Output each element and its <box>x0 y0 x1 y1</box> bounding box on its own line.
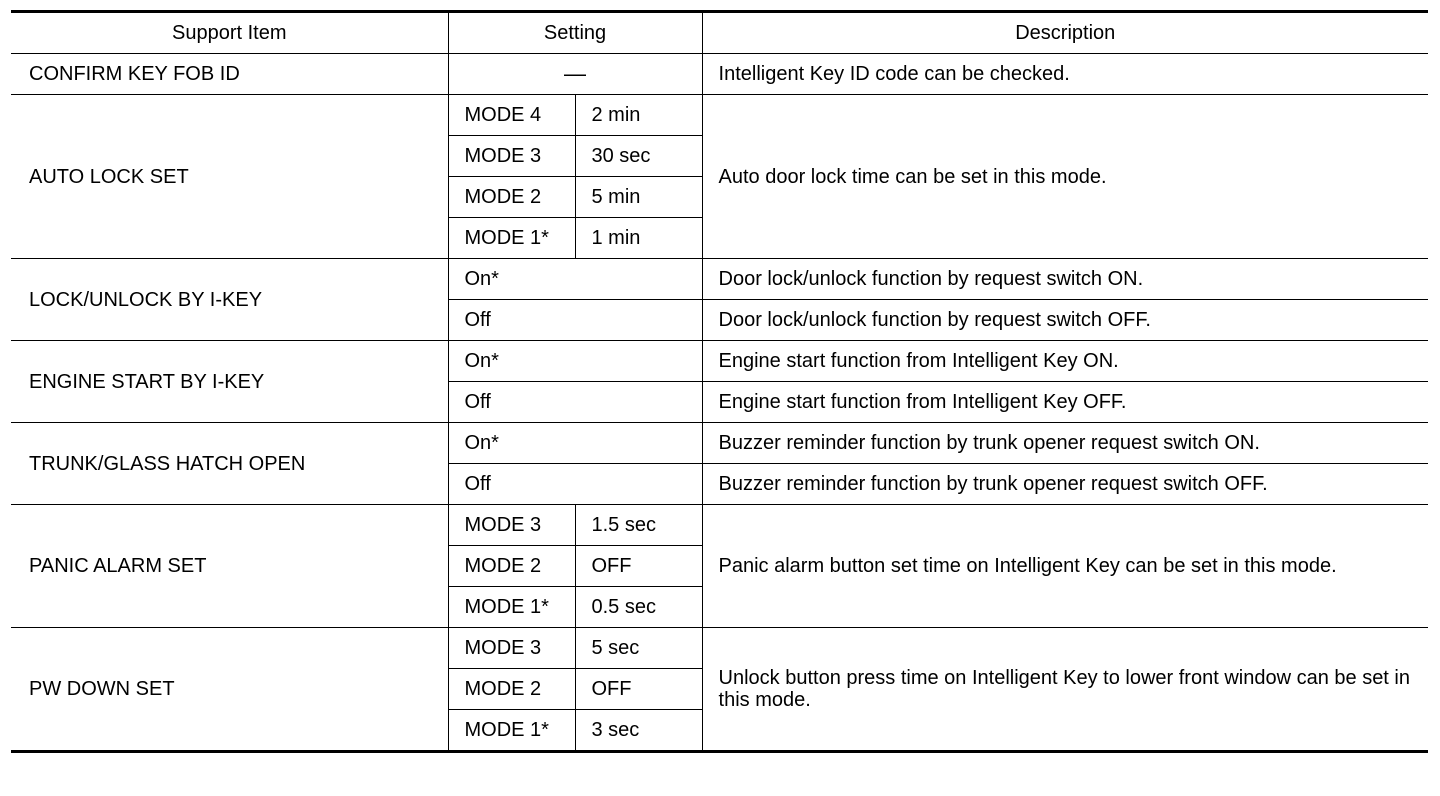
mode-cell: MODE 4 <box>448 95 575 136</box>
value-cell: 1 min <box>575 218 702 259</box>
table-row <box>11 259 1428 300</box>
table-row <box>11 341 1428 382</box>
description-cell: Door lock/unlock function by request switch ON. <box>702 259 1428 300</box>
mode-cell: MODE 1* <box>448 710 575 752</box>
description-cell: Intelligent Key ID code can be checked. <box>702 54 1428 95</box>
value-cell: 3 sec <box>575 710 702 752</box>
setting-cell: On* <box>448 259 702 300</box>
value-cell: 1.5 sec <box>575 505 702 546</box>
support-item: LOCK/UNLOCK BY I-KEY <box>11 259 448 341</box>
support-item: TRUNK/GLASS HATCH OPEN <box>11 423 448 505</box>
header-support-item: Support Item <box>11 12 448 54</box>
setting-cell: On* <box>448 341 702 382</box>
setting-cell: — <box>448 54 702 95</box>
description-cell: Auto door lock time can be set in this mode. <box>702 95 1428 259</box>
value-cell: 2 min <box>575 95 702 136</box>
support-item: PW DOWN SET <box>11 628 448 752</box>
support-item: ENGINE START BY I-KEY <box>11 341 448 423</box>
table-row <box>11 423 1428 464</box>
description-cell: Engine start function from Intelligent Key ON. <box>702 341 1428 382</box>
settings-table <box>11 10 1428 753</box>
value-cell: 0.5 sec <box>575 587 702 628</box>
setting-cell: Off <box>448 300 702 341</box>
value-cell: OFF <box>575 669 702 710</box>
table-row <box>11 95 1428 136</box>
mode-cell: MODE 2 <box>448 669 575 710</box>
table-row <box>11 628 1428 669</box>
description-cell: Buzzer reminder function by trunk opener request switch OFF. <box>702 464 1428 505</box>
header-row <box>11 12 1428 54</box>
table-row <box>11 505 1428 546</box>
header-description: Description <box>702 12 1428 54</box>
description-cell: Panic alarm button set time on Intelligent Key can be set in this mode. <box>702 505 1428 628</box>
support-item: CONFIRM KEY FOB ID <box>11 54 448 95</box>
mode-cell: MODE 3 <box>448 628 575 669</box>
mode-cell: MODE 1* <box>448 218 575 259</box>
description-cell: Unlock button press time on Intelligent Key to lower front window can be set in this mode. <box>702 628 1428 752</box>
setting-cell: Off <box>448 382 702 423</box>
support-item: PANIC ALARM SET <box>11 505 448 628</box>
table-row <box>11 54 1428 95</box>
mode-cell: MODE 2 <box>448 546 575 587</box>
mode-cell: MODE 2 <box>448 177 575 218</box>
value-cell: 30 sec <box>575 136 702 177</box>
value-cell: 5 min <box>575 177 702 218</box>
value-cell: OFF <box>575 546 702 587</box>
description-cell: Buzzer reminder function by trunk opener request switch ON. <box>702 423 1428 464</box>
value-cell: 5 sec <box>575 628 702 669</box>
mode-cell: MODE 3 <box>448 505 575 546</box>
support-item: AUTO LOCK SET <box>11 95 448 259</box>
setting-cell: On* <box>448 423 702 464</box>
description-cell: Door lock/unlock function by request switch OFF. <box>702 300 1428 341</box>
header-setting: Setting <box>448 12 702 54</box>
description-cell: Engine start function from Intelligent Key OFF. <box>702 382 1428 423</box>
mode-cell: MODE 3 <box>448 136 575 177</box>
mode-cell: MODE 1* <box>448 587 575 628</box>
setting-cell: Off <box>448 464 702 505</box>
